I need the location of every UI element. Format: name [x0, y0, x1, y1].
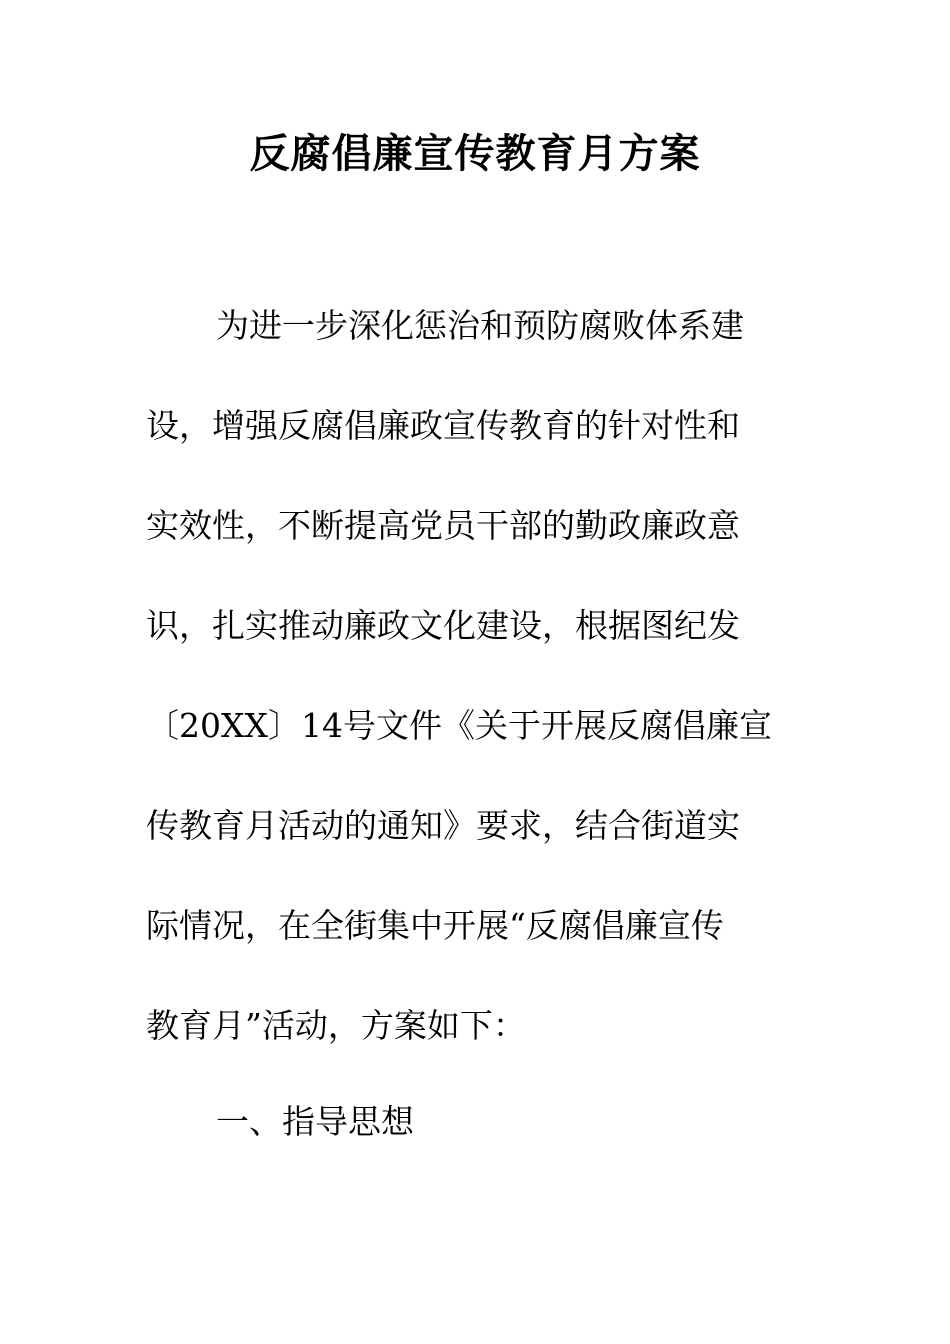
paragraph-line-4: 识，扎实推动廉政文化建设，根据图纪发 [146, 606, 740, 645]
paragraph-line-7: 际情况，在全街集中开展“反腐倡廉宣传 [146, 906, 724, 945]
paragraph-line-2: 设，增强反腐倡廉政宣传教育的针对性和 [146, 406, 740, 445]
paragraph-line-1: 为进一步深化惩治和预防腐败体系建 [216, 306, 744, 345]
paragraph-line-8: 教育月”活动，方案如下： [146, 1006, 526, 1045]
paragraph-line-6: 传教育月活动的通知》要求，结合街道实 [146, 806, 740, 845]
paragraph-line-3: 实效性，不断提高党员干部的勤政廉政意 [146, 506, 740, 545]
paragraph-line-5: 〔20XX〕14号文件《关于开展反腐倡廉宣 [146, 706, 772, 745]
section-heading: 一、指导思想 [216, 1102, 414, 1141]
document-title: 反腐倡廉宣传教育月方案 [249, 130, 701, 177]
